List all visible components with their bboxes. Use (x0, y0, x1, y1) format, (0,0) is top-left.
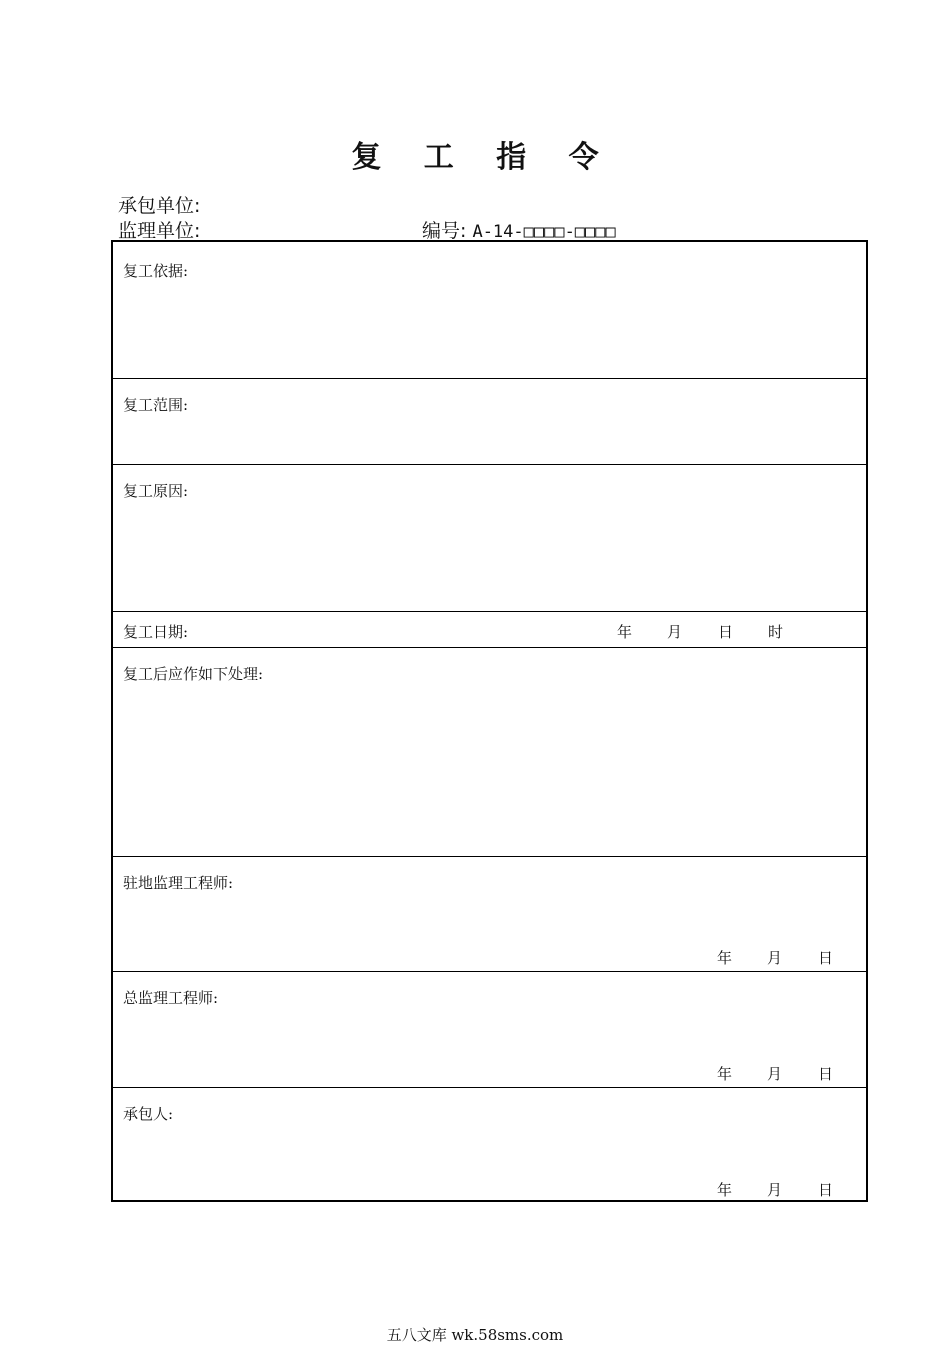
contractor-sign-section (113, 1087, 866, 1200)
handling-section (113, 647, 866, 857)
date-year-unit: 年 (617, 623, 633, 641)
chief-sign-day-unit: 日 (818, 1065, 834, 1083)
chief-sign-year-unit: 年 (717, 1065, 733, 1083)
contractor-unit-label: 承包单位: (118, 195, 201, 217)
resident-sign-day-unit: 日 (818, 949, 834, 967)
basis-label: 复工依据: (123, 262, 189, 280)
supervisor-unit-label: 监理单位: (118, 220, 201, 242)
resident-sign-year-unit: 年 (717, 949, 733, 967)
resident-engineer-label: 驻地监理工程师: (123, 874, 234, 892)
reason-label: 复工原因: (123, 482, 189, 500)
date-section (113, 611, 866, 648)
date-day-unit: 日 (718, 623, 734, 641)
page-title: 复 工 指 令 (351, 140, 615, 175)
date-hour-unit: 时 (768, 623, 784, 641)
scope-section (113, 378, 866, 465)
contractor-sign-year-unit: 年 (717, 1181, 733, 1199)
document-number (422, 216, 616, 243)
date-label: 复工日期: (123, 623, 189, 641)
scope-label: 复工范围: (123, 396, 189, 414)
chief-engineer-section (113, 971, 866, 1088)
resident-engineer-section (113, 856, 866, 972)
document-number-value: A-14-□□□□-□□□□ (472, 222, 616, 242)
footer-watermark: 五八文库 wk.58sms.com (386, 1326, 564, 1344)
document-number-label: 编号: (422, 220, 467, 242)
chief-sign-month-unit: 月 (767, 1065, 783, 1083)
contractor-sign-label: 承包人: (123, 1105, 174, 1123)
contractor-sign-month-unit: 月 (767, 1181, 783, 1199)
date-month-unit: 月 (667, 623, 683, 641)
resumption-form (111, 240, 868, 1202)
contractor-sign-day-unit: 日 (818, 1181, 834, 1199)
chief-engineer-label: 总监理工程师: (123, 989, 219, 1007)
resident-sign-month-unit: 月 (767, 949, 783, 967)
reason-section (113, 464, 866, 612)
handling-label: 复工后应作如下处理: (123, 665, 264, 683)
basis-section (113, 242, 866, 379)
